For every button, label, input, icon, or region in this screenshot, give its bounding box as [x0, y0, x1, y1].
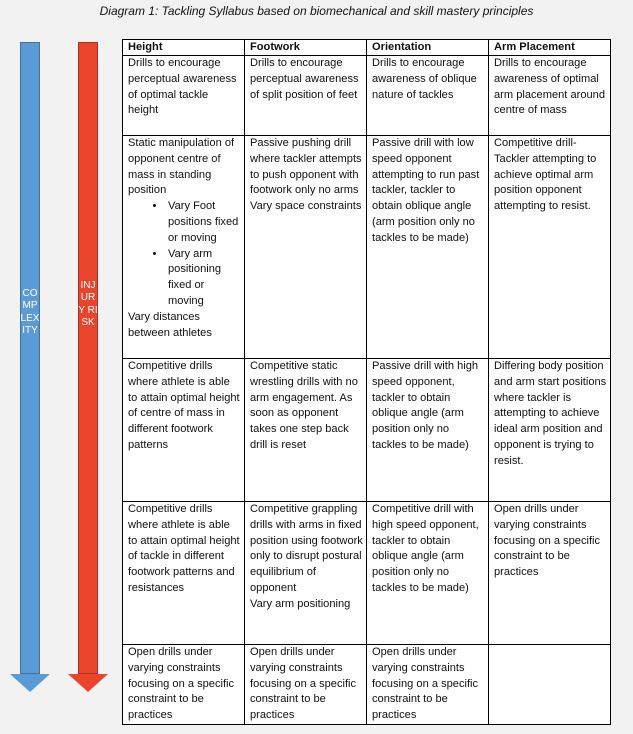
- cell-arm-placement: [489, 645, 611, 725]
- cell-height: Competitive drills where athlete is able to attain optimal height of centre of mass in different footwork patterns: [123, 359, 245, 502]
- cell-orientation: Competitive drill with high speed opponent, tackler to obtain oblique angle (arm position only no tackles to be made): [367, 502, 489, 645]
- height-intro: Static manipulation of opponent centre of mass in standing position: [128, 137, 235, 197]
- cell-footwork: Competitive static wrestling drills with no arm engagement. As soon as opponent takes one step back drill is reset: [245, 359, 367, 502]
- table-header-row: [123, 40, 611, 56]
- cell-orientation: Drills to encourage awareness of oblique nature of tackles: [367, 56, 489, 136]
- footwork-text: Passive pushing drill where tackler attempts to push opponent with footwork only no arms: [250, 137, 362, 197]
- list-item: • Vary Foot positions fixed or moving: [166, 199, 241, 246]
- cell-height: Open drills under varying constraints focusing on a specific constraint to be practices: [123, 645, 245, 725]
- column-header-footwork: Footwork: [245, 40, 367, 56]
- cell-footwork: [245, 502, 367, 645]
- column-header-arm-placement: Arm Placement: [489, 40, 611, 56]
- injury-risk-label: INJURY RISK: [78, 280, 98, 329]
- cell-arm-placement: Competitive drill- Tackler attempting to achieve optimal arm position opponent attempting to resist.: [489, 136, 611, 359]
- arrow-down-icon: [10, 674, 50, 692]
- footwork-text: Competitive grappling drills with arms in fixed position using footwork only to disrupt postural equilibrium of opponent: [250, 503, 363, 594]
- column-header-orientation: Orientation: [367, 40, 489, 56]
- cell-arm-placement: Open drills under varying constraints focusing on a specific constraint to be practices: [489, 502, 611, 645]
- cell-footwork: [245, 136, 367, 359]
- footwork-extra: Vary arm positioning: [250, 597, 351, 610]
- table-row: [123, 56, 611, 136]
- cell-footwork: Open drills under varying constraints focusing on a specific constraint to be practices: [245, 645, 367, 725]
- cell-height: Drills to encourage perceptual awareness of optimal tackle height: [123, 56, 245, 136]
- table-row: [123, 359, 611, 502]
- footwork-extra: Vary space constraints: [250, 200, 362, 213]
- height-outro: Vary distances between athletes: [128, 310, 212, 339]
- table-row: [123, 502, 611, 645]
- cell-orientation: Passive drill with low speed opponent attempting to run past tackler, tackler to obtain oblique angle (arm position only no tackles to be made): [367, 136, 489, 359]
- complexity-label: COMPLEXITY: [20, 288, 40, 337]
- cell-footwork: Drills to encourage perceptual awareness of split position of feet: [245, 56, 367, 136]
- table-row: [123, 645, 611, 725]
- cell-height: [123, 136, 245, 359]
- diagram-caption: Diagram 1: Tackling Syllabus based on biomechanical and skill mastery principles: [99, 4, 534, 18]
- cell-height: Competitive drills where athlete is able to attain optimal height of tackle in different footwork patterns and resistances: [123, 502, 245, 645]
- cell-orientation: Open drills under varying constraints focusing on a specific constraint to be practices: [367, 645, 489, 725]
- list-item: • Vary arm positioning fixed or moving: [166, 247, 241, 310]
- complexity-arrow: [10, 42, 50, 694]
- table-row: [123, 136, 611, 359]
- cell-arm-placement: Differing body position and arm start positions where tackler is attempting to achieve ideal arm position and opponent is trying to resist.: [489, 359, 611, 502]
- injury-risk-arrow: [68, 42, 108, 694]
- arrow-down-icon: [68, 674, 108, 692]
- cell-arm-placement: Drills to encourage awareness of optimal arm placement around centre of mass: [489, 56, 611, 136]
- cell-orientation: Passive drill with high speed opponent, tackler to obtain oblique angle (arm position only no tackles to be made): [367, 359, 489, 502]
- column-header-height: Height: [123, 40, 245, 56]
- tackling-syllabus-table: [122, 39, 611, 725]
- height-bullet-list: [128, 199, 241, 310]
